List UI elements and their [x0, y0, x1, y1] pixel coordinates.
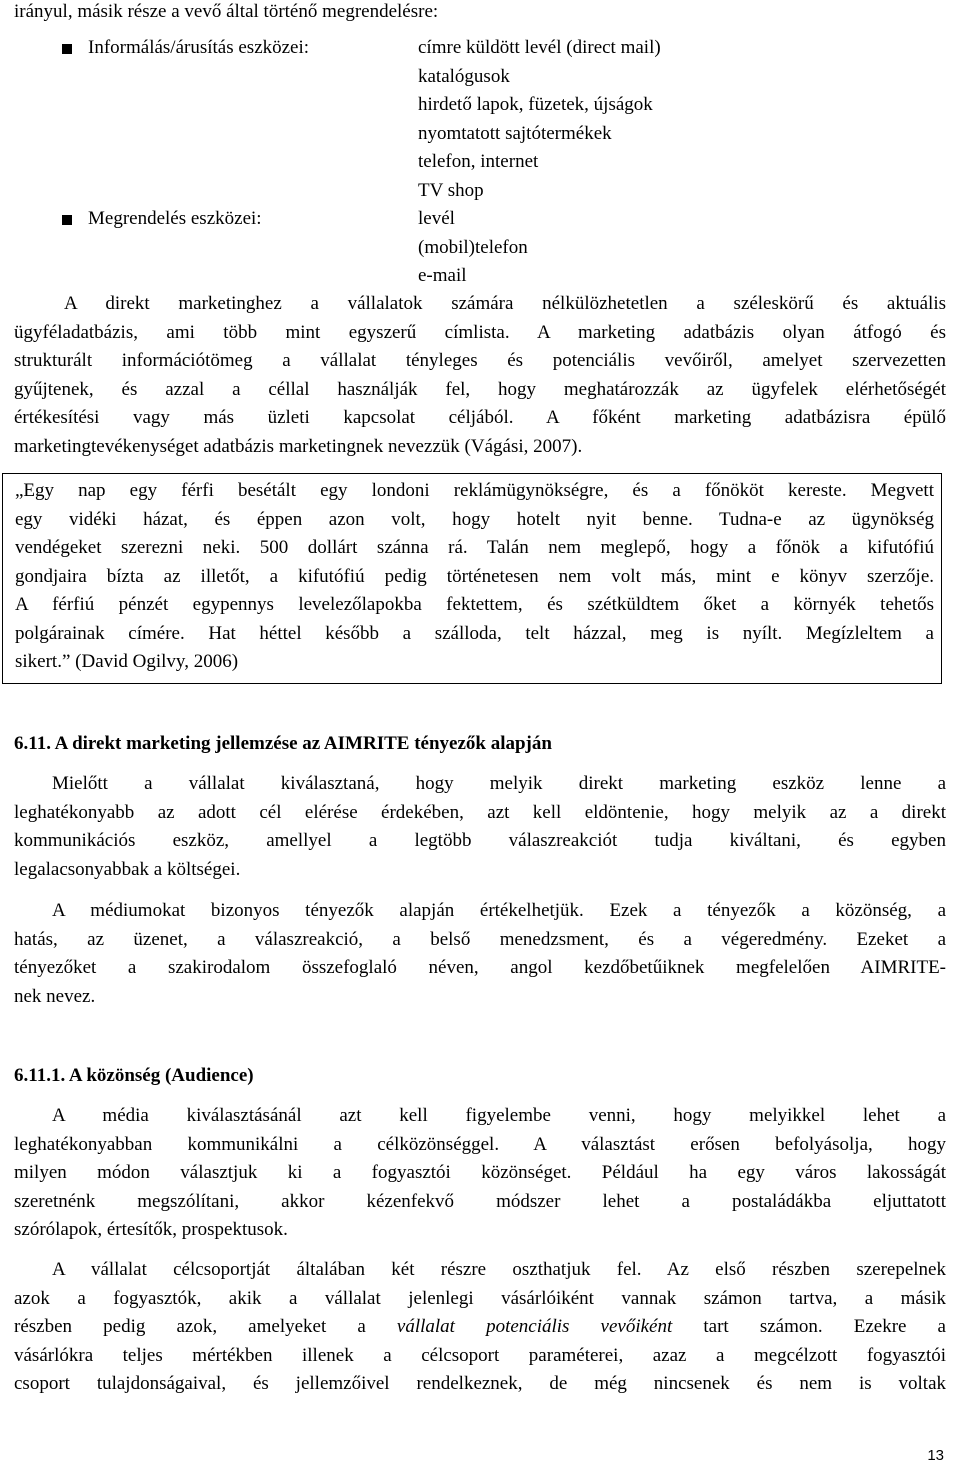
- quote-line: gondjaira bízta az illetőt, a kifutófiú pedig történetesen nem volt más, mint e könyv szerzője.: [15, 565, 934, 587]
- text-line: hatás, az üzenet, a válaszreakció, a belső menedzsment, és a végeredmény. Ezeket a: [14, 928, 946, 950]
- quote-line: polgárainak címére. Hat héttel később a szálloda, telt házzal, meg is nyílt. Megízleltem a: [15, 622, 934, 644]
- quote-line: sikert.” (David Ogilvy, 2006): [15, 651, 239, 672]
- text-line: Mielőtt a vállalat kiválasztaná, hogy melyik direkt marketing eszköz lenne a: [52, 773, 946, 794]
- text-line: csoport tulajdonságaival, és jellemzőivel rendelkeznek, de még nincsenek és nem is voltak: [14, 1373, 946, 1394]
- quote-line: „Egy nap egy férfi besétált egy londoni reklámügynökségre, és a főnököt kereste. Megvett: [15, 480, 934, 501]
- paragraph-audience: [14, 1102, 946, 1245]
- text-line: leghatékonyabban kommunikálni a célközönséggel. A választást erősen befolyásolja, hogy: [14, 1133, 946, 1155]
- text-line: marketingtevékenységet adatbázis marketingnek nevezzük (Vágási, 2007).: [14, 435, 583, 457]
- text-line: leghatékonyabb az adott cél elérése érdekében, azt kell eldöntenie, hogy melyik az a direkt: [14, 801, 946, 823]
- means-group-informing: [14, 34, 946, 205]
- text-line: [14, 1313, 946, 1342]
- text-line: milyen módon választjuk ki a fogyasztói közönséget. Például ha egy város lakosságát: [14, 1162, 946, 1183]
- means-list: [14, 34, 946, 291]
- text-line: A vállalat célcsoportját általában két részre oszthatjuk fel. Az első részben szerepelnek: [52, 1259, 946, 1280]
- text-line: A média kiválasztásánál azt kell figyelembe venni, hogy melyikkel lehet a: [52, 1105, 946, 1126]
- text-line: azok a fogyasztók, akik a vállalat jelenlegi vásárlóiként vannak számon tartva, a másik: [14, 1287, 946, 1309]
- text-line: gyűjtenek, és azzal a céllal használják fel, hogy meghatározzák az ügyfelek elérhetőségét: [14, 378, 946, 400]
- text-line: A médiumokat bizonyos tényezők alapján értékelhetjük. Ezek a tényezők a közönség, a: [52, 900, 946, 921]
- means-item: e-mail: [418, 265, 467, 286]
- means-item: nyomtatott sajtótermékek: [418, 122, 612, 144]
- section-heading-6-11: 6.11. A direkt marketing jellemzése az AIMRITE tényezők alapján: [14, 733, 552, 754]
- square-bullet-icon: [62, 215, 72, 225]
- means-item: (mobil)telefon: [418, 236, 528, 258]
- text-line: vásárlókra teljes mértékben illenek a célcsoport paraméterei, azaz a megcélzott fogyasztói: [14, 1344, 946, 1366]
- text-line: legalacsonyabbak a költségei.: [14, 858, 241, 880]
- emphasized-text: vállalat potenciális vevőiként: [396, 1316, 673, 1337]
- means-item: TV shop: [418, 179, 484, 201]
- means-item: telefon, internet: [418, 151, 539, 172]
- quote-line: A férfiú pénzét egypennys levelezőlapokba fektettem, és szétküldtem őket a környék tehetős: [15, 594, 934, 615]
- text-line: szeretnénk megszólítani, akkor kézenfekvő módszer lehet a postaládákba eljuttatott: [14, 1190, 946, 1212]
- quote-line: vendégeket szerezni neki. 500 dollárt szánna rá. Talán nem meglepő, hogy a főnök a kifutófiú: [15, 537, 934, 558]
- page-number: 13: [927, 1447, 944, 1464]
- text-line: strukturált információtömeg a vállalat tényleges és potenciális vevőiről, amelyet szervezetten: [14, 350, 946, 371]
- quote-line: egy vidéki házat, és éppen azon volt, hogy hotelt nyit benne. Tudna-e az ügynökség: [15, 508, 934, 530]
- text-segment: tart számon. Ezekre a: [672, 1316, 946, 1337]
- means-item: katalógusok: [418, 65, 510, 87]
- means-group-ordering: [14, 205, 946, 291]
- means-item: levél: [418, 208, 455, 229]
- intro-line: irányul, másik része a vevő által történő megrendelésre:: [14, 1, 439, 22]
- means-item: hirdető lapok, füzetek, újságok: [418, 94, 653, 115]
- square-bullet-icon: [62, 44, 72, 54]
- paragraph-medium-selection: [14, 770, 946, 884]
- database-paragraph: [14, 290, 946, 461]
- text-line: tényezőket a szakirodalom összefoglaló néven, angol kezdőbetűiknek megfelelően AIMRITE-: [14, 957, 946, 978]
- means-items: [418, 34, 946, 205]
- text-segment: részben pedig azok, amelyeket a: [14, 1316, 397, 1337]
- means-items: [418, 205, 946, 291]
- section-heading-6-11-1: 6.11.1. A közönség (Audience): [14, 1065, 254, 1086]
- means-label: Megrendelés eszközei:: [88, 208, 262, 229]
- ogilvy-quote-box: [2, 473, 942, 684]
- paragraph-aimrite-factors: [14, 897, 946, 1011]
- means-label: Informálás/árusítás eszközei:: [88, 37, 310, 58]
- means-item: címre küldött levél (direct mail): [418, 37, 661, 58]
- text-line: nek nevez.: [14, 985, 96, 1007]
- text-line: A direkt marketinghez a vállalatok számára nélkülözhetetlen a széleskörű és aktuális: [64, 293, 946, 314]
- paragraph-target-group: [14, 1256, 946, 1399]
- text-line: értékesítési vagy más üzleti kapcsolat céljából. A főként marketing adatbázisra épülő: [14, 407, 946, 428]
- text-line: szórólapok, értesítők, prospektusok.: [14, 1219, 288, 1240]
- text-line: kommunikációs eszköz, amellyel a legtöbb válaszreakciót tudja kiváltani, és egyben: [14, 830, 946, 851]
- text-line: ügyféladatbázis, ami több mint egyszerű címlista. A marketing adatbázis olyan átfogó és: [14, 321, 946, 343]
